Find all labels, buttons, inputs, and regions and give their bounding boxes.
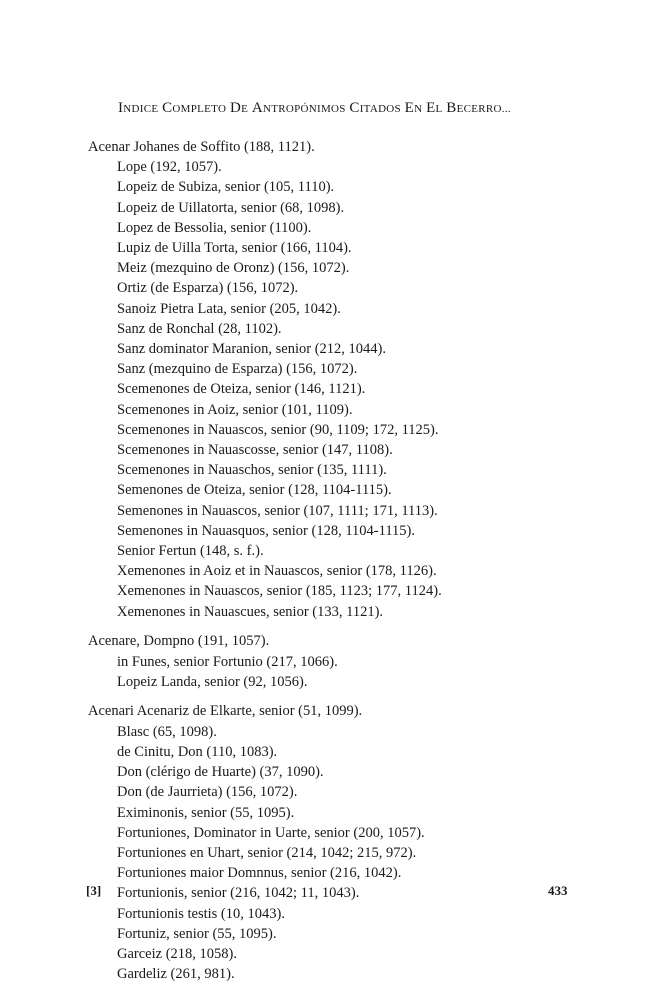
index-subentry: Semenones in Nauasquos, senior (128, 1104-1115). xyxy=(117,522,416,539)
index-subentry: Scemenones in Nauaschos, senior (135, 1111). xyxy=(117,462,387,479)
index-subentry: Fortunionis testis (10, 1043). xyxy=(117,905,285,922)
index-subentry: Fortuniones en Uhart, senior (214, 1042; 215, 972). xyxy=(117,844,417,861)
running-head-word: DE xyxy=(229,100,249,116)
page-marker: [3] xyxy=(86,883,102,898)
index-entry-head: Acenar Johanes de Soffito (188, 1121). xyxy=(88,139,315,155)
running-head-word: BECERRO... xyxy=(446,100,511,116)
index-subentry: Scemenones in Nauascosse, senior (147, 1108). xyxy=(117,442,393,459)
index-subentry: Semenones de Oteiza, senior (128, 1104-1115). xyxy=(117,482,392,499)
index-subentry: Meiz (mezquino de Oronz) (156, 1072). xyxy=(117,260,350,277)
index-entry-group xyxy=(88,701,588,984)
index-subentry: Lopeiz de Uillatorta, senior (68, 1098). xyxy=(117,199,345,216)
index-subentry: in Funes, senior Fortunio (217, 1066). xyxy=(117,653,338,670)
index-subentry: Scemenones in Aoiz, senior (101, 1109). xyxy=(117,401,353,418)
running-head xyxy=(118,100,511,117)
index-subentry: Lopeiz de Subiza, senior (105, 1110). xyxy=(117,179,335,196)
index-subentry: Xemenones in Aoiz et in Nauascos, senior (178, 1126). xyxy=(117,563,437,580)
index-subentry: Lopeiz Landa, senior (92, 1056). xyxy=(117,673,308,690)
page-number: 433 xyxy=(548,883,568,898)
index-subentry: Fortuniones, Dominator in Uarte, senior (200, 1057). xyxy=(117,824,425,841)
index-subentry: Lupiz de Uilla Torta, senior (166, 1104). xyxy=(117,240,352,257)
index-subentry: Scemenones de Oteiza, senior (146, 1121). xyxy=(117,381,366,398)
index-subentry: Scemenones in Nauascos, senior (90, 1109; 172, 1125). xyxy=(117,421,439,438)
index-subentry: Lopez de Bessolia, senior (1100). xyxy=(117,219,312,236)
index-subentry: Fortuniz, senior (55, 1095). xyxy=(117,925,277,942)
index-subentry: Sanz dominator Maranion, senior (212, 1044). xyxy=(117,341,387,358)
index-subentry: de Cinitu, Don (110, 1083). xyxy=(117,743,278,760)
index-subentry: Ortiz (de Esparza) (156, 1072). xyxy=(117,280,299,297)
index-content xyxy=(88,137,588,994)
index-subentry: Fortuniones maior Domnnus, senior (216, 1042). xyxy=(117,865,402,882)
index-subentry: Senior Fertun (148, s. f.). xyxy=(117,543,264,560)
index-entry-head: Acenare, Dompno (191, 1057). xyxy=(88,633,270,650)
index-subentry: Blasc (65, 1098). xyxy=(117,723,217,740)
index-subentry: Lope (192, 1057). xyxy=(117,159,222,176)
index-subentry: Eximinonis, senior (55, 1095). xyxy=(117,804,295,821)
index-subentry: Xemenones in Nauascues, senior (133, 1121). xyxy=(117,603,384,620)
running-head-word: ANTROPÓNIMOS xyxy=(251,100,346,116)
index-subentry: Sanoiz Pietra Lata, senior (205, 1042). xyxy=(117,300,341,317)
index-subentry: Gardeliz (261, 981). xyxy=(117,966,235,983)
index-subentry: Garceiz (218, 1058). xyxy=(117,945,237,962)
running-head-word: CITADOS xyxy=(349,100,401,116)
index-subentry: Xemenones in Nauascos, senior (185, 1123; 177, 1124). xyxy=(117,583,442,600)
running-head-word: EL xyxy=(426,100,443,116)
index-subentry: Semenones in Nauascos, senior (107, 1111; 171, 1113). xyxy=(117,502,438,519)
running-head-word: INDICE xyxy=(118,100,159,116)
index-entry-head: Acenari Acenariz de Elkarte, senior (51, 1099). xyxy=(88,703,363,720)
running-head-word: COMPLETO xyxy=(162,100,227,116)
index-entry-group xyxy=(88,631,588,692)
index-subentry: Don (de Jaurrieta) (156, 1072). xyxy=(117,784,298,801)
index-subentry: Don (clérigo de Huarte) (37, 1090). xyxy=(117,764,324,781)
running-head-word: EN xyxy=(404,100,423,116)
index-subentry: Sanz de Ronchal (28, 1102). xyxy=(117,320,282,337)
index-subentry: Sanz (mezquino de Esparza) (156, 1072). xyxy=(117,361,358,378)
index-subentry: Fortunionis, senior (216, 1042; 11, 1043). xyxy=(117,885,360,902)
index-entry-group xyxy=(88,137,588,622)
